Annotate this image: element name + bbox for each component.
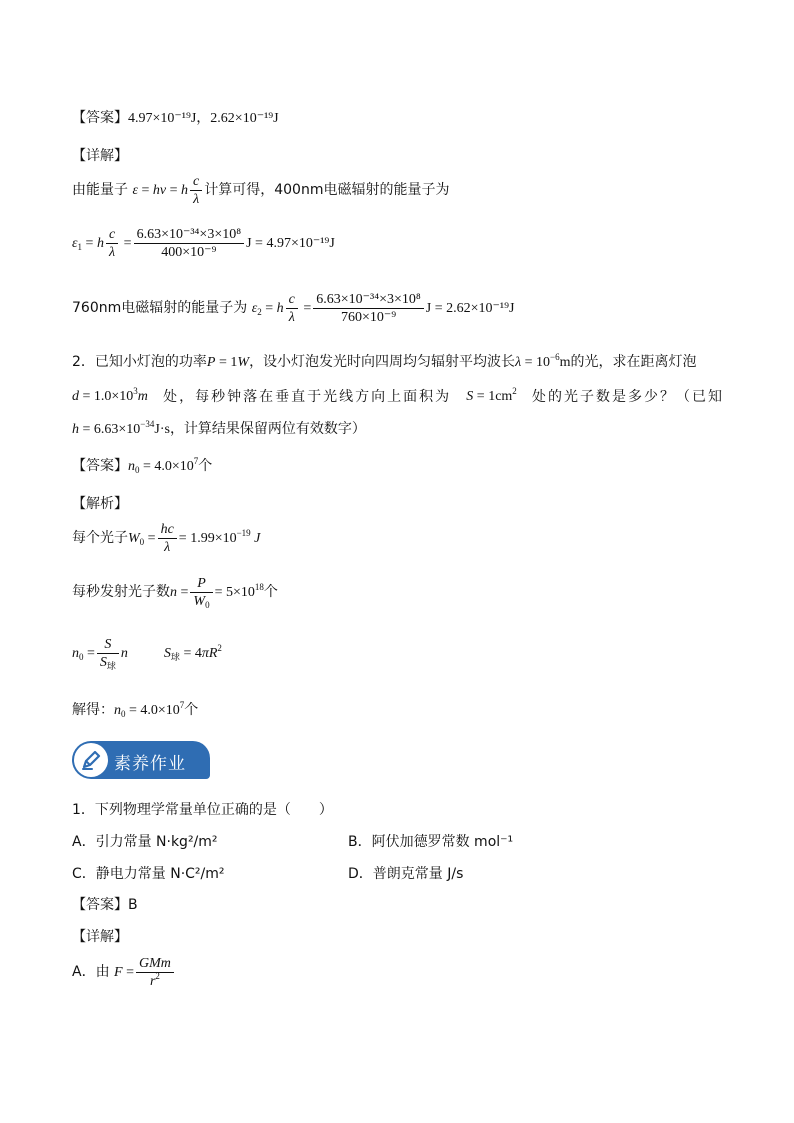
q2-text-5: 处的光子数是多少？（已知 [531,389,724,405]
eq2-result: J = 2.62×10⁻¹⁹J [425,301,515,316]
eq1-denominator: 400×10⁻⁹ [161,245,217,261]
mc-detail-heading: 【详解】 [72,929,128,945]
question-2-line-2: $d = 1.0\times 10^3m$ 处，每秒钟落在垂直于光线方向上面积为 $S = 1cm^2$ 处的光子数是多少？（已知 [72,386,724,405]
energy-quantum-line [72,172,449,209]
equation-epsilon-2-line [72,288,514,329]
option-b: B．阿伏加德罗常数 mol⁻¹ [348,834,514,850]
solve-line: 解得：$n_0 = 4.0\times 10^7$个 [72,700,199,719]
answer-label: 【答案】 [72,110,128,126]
badge-icon-holder [74,743,108,777]
question-2-line-1: 2．已知小灯泡的功率P = 1W，设小灯泡发光时向四周均匀辐射平均波长$\lambda = 10^{-6}m$的光，求在距离灯泡 [72,352,697,370]
option-d: D．普朗克常量 J/s [348,866,464,882]
answer-value: 4.97×10⁻¹⁹J，2.62×10⁻¹⁹J [128,111,279,126]
eq2-denominator: 760×10⁻⁹ [340,310,397,326]
q2-text-2: ，设小灯泡发光时向四周均匀辐射平均波长 [249,354,516,370]
formula-energy-quantum: ε = hν = h $\frac{c}{\lambda}$ [132,183,204,198]
q2-answer-line: 【答案】$n_0 = 4.0\times 10^7$个 [72,456,213,475]
answer-label: 【答案】 [72,458,128,474]
text-prefix: 由能量子 [72,182,128,198]
solve-label: 解得： [72,702,114,718]
question-2-line-3: $h = 6.63\times 10^{-34}J\cdot s$，计算结果保留两位有效数字） [72,419,366,437]
detail-heading-1: 【详解】 [72,148,128,164]
photon-count-line: 每秒发射光子数n = $\frac{P}{W_0}$ = $5\times 10^{18}$个 [72,576,278,611]
analysis-heading: 【解析】 [72,496,128,512]
pencil-icon [79,748,103,772]
option-a: A．引力常量 N·kg²/m² [72,834,218,850]
q2-text-3: 的光，求在距离灯泡 [570,354,697,370]
equation-epsilon-2: $\varepsilon_2 = h$ $\frac{c}{\lambda}$ = $\frac{\text{6.63×10⁻³⁴×3×10⁸}}{\text{760×10⁻⁹}}$ J = 2.62×10⁻¹⁹J [251,292,515,326]
eq1-result: J = 4.97×10⁻¹⁹J [246,236,335,251]
text-prefix: A．由 [72,964,110,980]
emit-label: 每秒发射光子数 [72,584,170,600]
answer-line-1 [72,108,279,129]
gravity-formula-line: A．由 F = $\frac{\text{GMm}}{r^2}$ [72,952,176,993]
mc-stem: 1．下列物理学常量单位正确的是（ ） [72,802,333,818]
section-badge [72,741,210,779]
text-suffix: 计算可得，400nm电磁辐射的能量子为 [204,182,450,198]
badge-label: 素养作业 [114,754,186,774]
mc-answer: 【答案】B [72,897,138,913]
ratio-equation-line: $n_0$ = $\frac{S}{S_球}$ n $S_球 = 4\pi R^2$ [72,637,222,672]
eq2-numerator: 6.63×10⁻³⁴×3×10⁸ [313,291,424,309]
equation-epsilon-1: $\varepsilon_1 = h$ $\frac{c}{\lambda}$ = $\frac{\text{6.63×10⁻³⁴×3×10⁸}}{\text{400×10⁻⁹}}$ J = 4.97×10⁻¹⁹J [72,227,335,261]
q2-text-6: ，计算结果保留两位有效数字） [169,421,366,437]
q2-text-4: 处，每秒钟落在垂直于光线方向上面积为 [163,389,452,405]
q2-text-1: 2．已知小灯泡的功率 [72,354,207,370]
photon-label: 每个光子 [72,530,128,546]
answer-unit: 个 [198,458,213,474]
emit-unit: 个 [263,584,278,600]
eq1-numerator: 6.63×10⁻³⁴×3×10⁸ [134,226,245,244]
solve-unit: 个 [184,702,199,718]
option-c: C．静电力常量 N·C²/m² [72,866,225,882]
text-prefix: 760nm电磁辐射的能量子为 [72,300,248,316]
photon-energy-line: 每个光子$W_0$ = $\frac{hc}{\lambda}$ = $1.99\times 10^{-19}$ J [72,522,261,556]
